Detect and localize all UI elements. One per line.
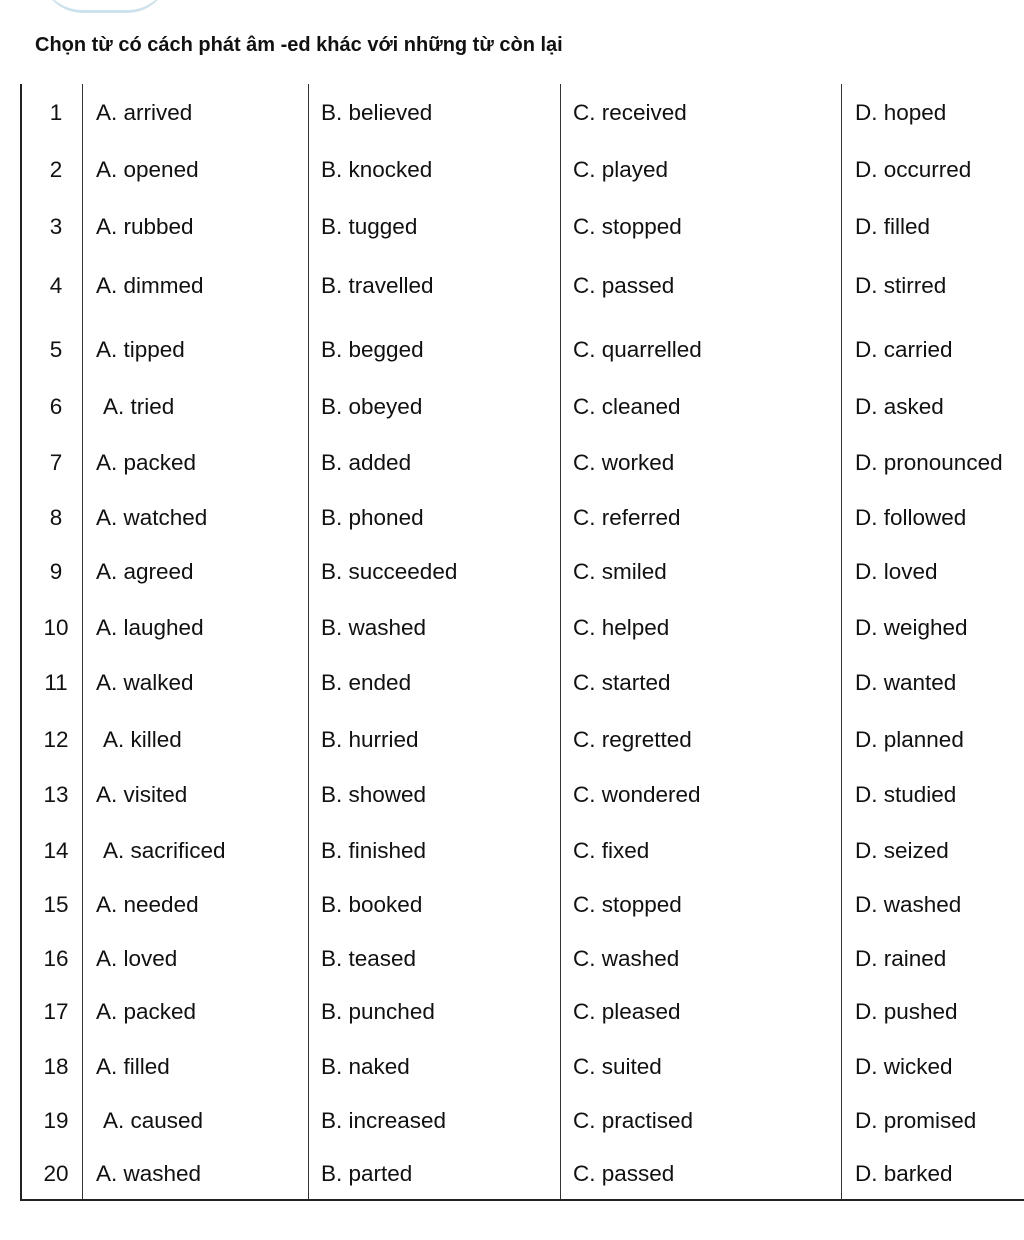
option-d: D. loved	[855, 559, 938, 584]
option-b: B. obeyed	[321, 394, 423, 419]
option-d: D. wanted	[855, 670, 957, 695]
option-c: C. practised	[573, 1108, 694, 1133]
option-c: C. passed	[573, 273, 675, 298]
question-number: 16	[43, 946, 69, 971]
table-row	[22, 200, 1024, 254]
option-b: B. phoned	[321, 505, 424, 530]
option-c: C. fixed	[573, 838, 650, 863]
option-d: D. pushed	[855, 999, 958, 1024]
option-c: C. suited	[573, 1054, 662, 1079]
question-number: 6	[49, 394, 63, 419]
option-c: C. passed	[573, 1161, 675, 1186]
decorative-swoosh	[40, 0, 170, 13]
option-a: A. tipped	[96, 337, 185, 362]
option-d: D. rained	[855, 946, 947, 971]
option-d: D. weighed	[855, 615, 968, 640]
option-a: A. killed	[103, 727, 182, 752]
question-number: 4	[49, 273, 63, 298]
option-d: D. asked	[855, 394, 944, 419]
option-a: A. opened	[96, 157, 199, 182]
option-c: C. smiled	[573, 559, 667, 584]
option-a: A. needed	[96, 892, 199, 917]
table-row	[22, 713, 1024, 767]
table-row	[22, 380, 1024, 434]
question-number: 1	[49, 100, 63, 125]
question-number: 19	[43, 1108, 69, 1133]
table-row	[22, 86, 1024, 140]
question-number: 3	[49, 214, 63, 239]
option-d: D. followed	[855, 505, 967, 530]
option-c: C. wondered	[573, 782, 701, 807]
table-row	[22, 545, 1024, 599]
option-a: A. rubbed	[96, 214, 194, 239]
option-b: B. begged	[321, 337, 424, 362]
exercise-title: Chọn từ có cách phát âm -ed khác với những từ còn lại	[35, 34, 563, 56]
option-a: A. caused	[103, 1108, 204, 1133]
option-b: B. parted	[321, 1161, 413, 1186]
option-b: B. tugged	[321, 214, 418, 239]
table-row	[22, 1040, 1024, 1094]
option-b: B. punched	[321, 999, 435, 1024]
table-row	[22, 878, 1024, 932]
option-a: A. dimmed	[96, 273, 204, 298]
question-number: 10	[43, 615, 69, 640]
question-number: 9	[49, 559, 63, 584]
question-number: 7	[49, 450, 63, 475]
question-number: 11	[44, 670, 68, 695]
option-a: A. tried	[103, 394, 175, 419]
option-a: A. laughed	[96, 615, 204, 640]
option-a: A. visited	[96, 782, 188, 807]
option-b: B. hurried	[321, 727, 419, 752]
question-number: 20	[43, 1161, 69, 1186]
option-c: C. helped	[573, 615, 670, 640]
answer-table	[20, 84, 1024, 1201]
option-c: C. played	[573, 157, 669, 182]
option-a: A. walked	[96, 670, 194, 695]
question-number: 17	[43, 999, 69, 1024]
option-c: C. washed	[573, 946, 680, 971]
option-b: B. succeeded	[321, 559, 458, 584]
option-c: C. stopped	[573, 214, 682, 239]
option-c: C. received	[573, 100, 687, 125]
table-row	[22, 932, 1024, 986]
table-row	[22, 143, 1024, 197]
table-row	[22, 1147, 1024, 1201]
table-row	[22, 436, 1024, 490]
question-number: 2	[49, 157, 63, 182]
option-b: B. believed	[321, 100, 433, 125]
option-d: D. filled	[855, 214, 931, 239]
option-b: B. washed	[321, 615, 427, 640]
question-number: 13	[43, 782, 69, 807]
option-a: A. loved	[96, 946, 178, 971]
question-number: 15	[43, 892, 69, 917]
option-b: B. finished	[321, 838, 427, 863]
option-d: D. seized	[855, 838, 949, 863]
option-b: B. increased	[321, 1108, 447, 1133]
option-c: C. cleaned	[573, 394, 681, 419]
option-b: B. travelled	[321, 273, 434, 298]
option-a: A. packed	[96, 450, 197, 475]
table-row	[22, 656, 1024, 710]
question-number: 14	[43, 838, 69, 863]
option-c: C. quarrelled	[573, 337, 702, 362]
question-number: 18	[43, 1054, 69, 1079]
option-b: B. booked	[321, 892, 423, 917]
question-number: 5	[49, 337, 63, 362]
option-d: D. planned	[855, 727, 964, 752]
option-d: D. wicked	[855, 1054, 953, 1079]
option-d: D. carried	[855, 337, 953, 362]
option-d: D. pronounced	[855, 450, 1003, 475]
option-d: D. studied	[855, 782, 957, 807]
table-row	[22, 985, 1024, 1039]
option-b: B. showed	[321, 782, 427, 807]
option-a: A. filled	[96, 1054, 170, 1079]
option-a: A. watched	[96, 505, 208, 530]
option-a: A. washed	[96, 1161, 202, 1186]
option-b: B. teased	[321, 946, 417, 971]
option-b: B. ended	[321, 670, 412, 695]
table-row	[22, 824, 1024, 878]
option-a: A. sacrificed	[103, 838, 226, 863]
option-a: A. arrived	[96, 100, 193, 125]
option-c: C. pleased	[573, 999, 681, 1024]
option-d: D. stirred	[855, 273, 947, 298]
option-d: D. barked	[855, 1161, 953, 1186]
option-b: B. knocked	[321, 157, 433, 182]
table-row	[22, 323, 1024, 377]
option-d: D. promised	[855, 1108, 977, 1133]
option-c: C. referred	[573, 505, 681, 530]
option-d: D. occurred	[855, 157, 972, 182]
table-row	[22, 259, 1024, 313]
table-row	[22, 601, 1024, 655]
option-b: B. naked	[321, 1054, 410, 1079]
table-row	[22, 491, 1024, 545]
option-c: C. regretted	[573, 727, 692, 752]
table-row	[22, 768, 1024, 822]
option-c: C. worked	[573, 450, 675, 475]
option-a: A. packed	[96, 999, 197, 1024]
question-number: 8	[49, 505, 63, 530]
table-row	[22, 1094, 1024, 1148]
option-d: D. hoped	[855, 100, 947, 125]
option-c: C. stopped	[573, 892, 682, 917]
question-number: 12	[43, 727, 69, 752]
option-a: A. agreed	[96, 559, 194, 584]
option-d: D. washed	[855, 892, 962, 917]
option-c: C. started	[573, 670, 671, 695]
option-b: B. added	[321, 450, 412, 475]
